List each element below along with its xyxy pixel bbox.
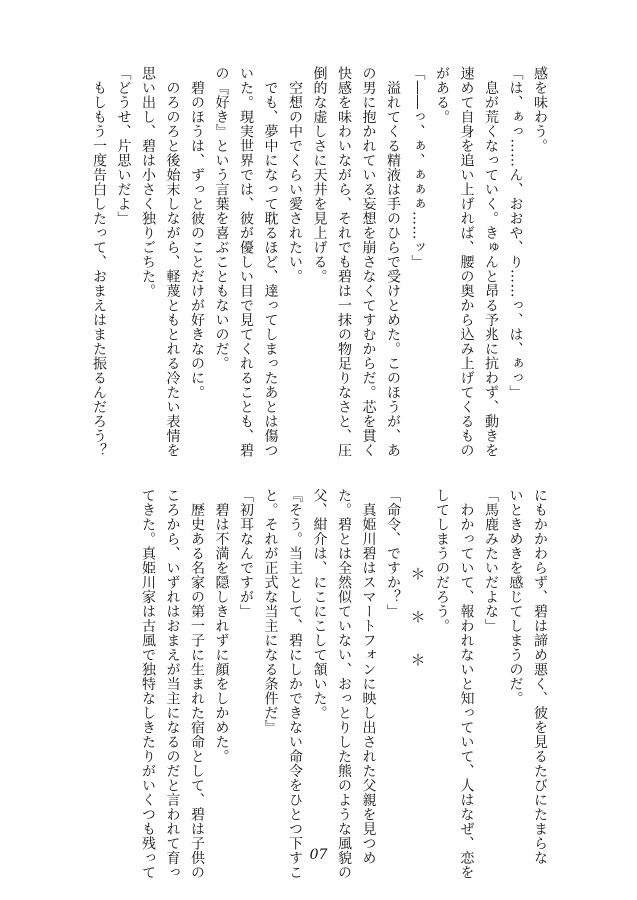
text-line: 「馬鹿みたいだよな」 [483, 488, 499, 633]
text-line: のろのろと後始末しながら、軽蔑ともとれる冷たい表情を [164, 66, 181, 458]
text-line: 快感を味わいながら、それでも碧は一抹の物足りなさと、圧 [336, 66, 352, 458]
text-line: 真姫川碧はスマートフォンに映し出された父親を見つめ [360, 488, 377, 865]
text-line: 思い出し、碧は小さく独りごちた。 [140, 66, 156, 298]
text-line: の『好き』という言葉を喜ぶこともないのだ。 [213, 66, 230, 371]
text-line: いた。現実世界では、彼が優しい目で見てくれることも、碧 [238, 66, 254, 458]
text-line: がある。 [434, 66, 450, 124]
text-line: 「どうせ、片思いだよ」 [115, 66, 132, 226]
text-line: ころから、いずれはおまえが当主になるのだと言われて育っ [164, 488, 181, 880]
text-line: 速めて自身を追い上げれば、腰の奥から込み上げてくるもの [458, 66, 475, 458]
text-line: 倒的な虚しさに天井を見上げる。 [311, 66, 328, 284]
text-line: 「は、ぁっ……ん、おおや、り……っ、は、ぁっ」 [507, 66, 524, 400]
text-line: 「命令、ですか？」 [385, 488, 401, 619]
text-line: わかっていて、報われないと知っていて、人はなぜ、恋を [458, 488, 475, 880]
text-line: いときめきを感じてしまうのだ。 [507, 488, 524, 706]
text-line: 歴史ある名家の第一子に生まれた宿命として、碧は子供の [189, 488, 205, 880]
text-line: 感を味わう。 [532, 66, 548, 153]
text-line: してしまうのだろう。 [434, 488, 450, 633]
text-line: もしもう一度告白したって、おまえはまた振るんだろう？ [91, 66, 107, 458]
text-line: 父、紺介は、にこにこして頷いた。 [311, 488, 328, 720]
text-line: 溢れてくる精液は手のひらで受けとめた。このほうが、あ [385, 66, 401, 458]
text-line: た。碧とは全然似ていない、おっとりした熊のような風貌の [336, 488, 352, 880]
scene-break: ＊＊＊ [408, 566, 427, 695]
upper-text-block [87, 66, 553, 458]
text-line: 『そう。当主として、碧にしかできない命令をひとつ下すこ [287, 488, 303, 880]
text-line: 碧のほうは、ずっと彼のことだけが好きなのに。 [189, 66, 205, 400]
text-line: 空想の中でくらい愛されたい。 [287, 66, 303, 284]
text-line: と。それが正式な当主になる条件だ』 [262, 488, 279, 735]
page-number: 07 [309, 847, 328, 863]
text-line: にもかかわらず、碧は諦め悪く、彼を見るたびにたまらな [532, 488, 548, 865]
text-line: 息が荒くなっていく。きゅんと昂る予兆に抗わず、動きを [483, 66, 499, 458]
text-line: でも、夢中になって耽るほど、達ってしまったあとは傷つ [262, 66, 279, 458]
text-line: 「初耳なんですが」 [238, 488, 254, 619]
text-line: 碧は不満を隠しきれずに顔をしかめた。 [213, 488, 230, 764]
text-line: 「――っ、ぁ、ぁぁぁ……ッ」 [409, 66, 426, 269]
text-line: の男に抱かれている妄想を崩さなくてすむからだ。芯を貫く [360, 66, 377, 458]
text-line: てきた。真姫川家は古風で独特なしきたりがいくつも残って [140, 488, 156, 880]
